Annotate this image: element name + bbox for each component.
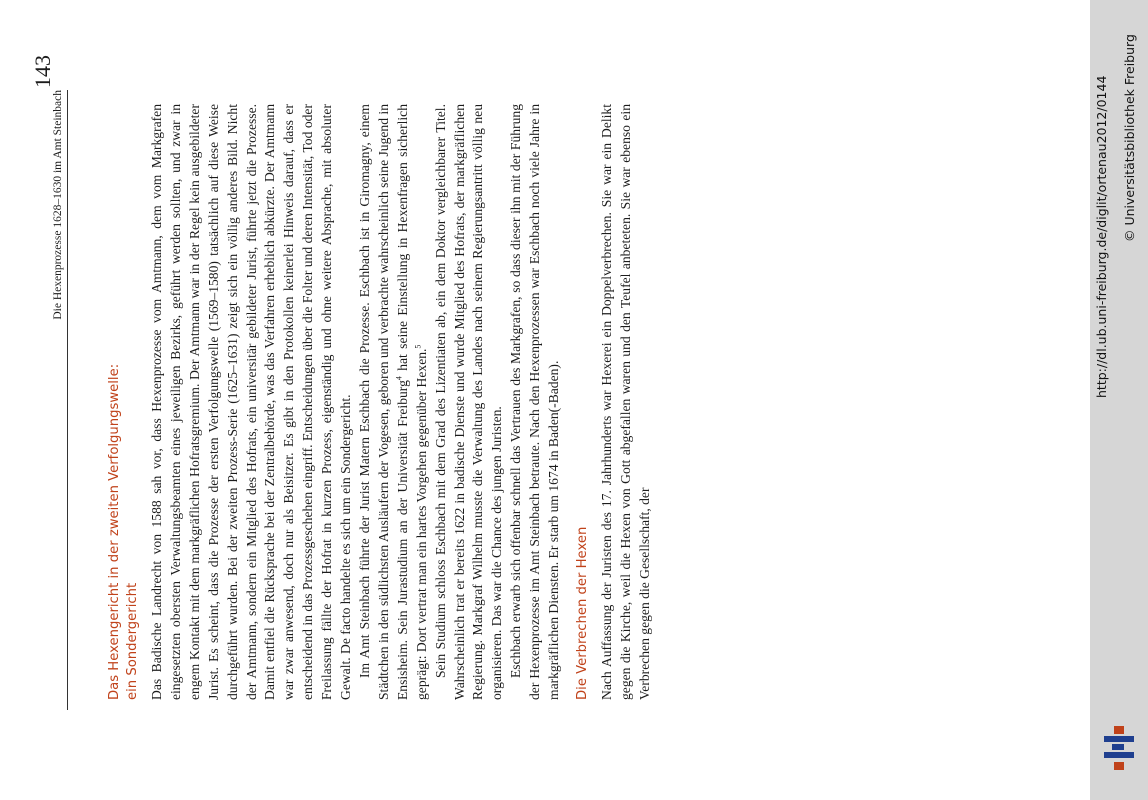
section-heading-1 bbox=[106, 104, 142, 700]
footnote-ref-4[interactable]: 4 bbox=[394, 376, 404, 381]
ub-freiburg-logo-icon[interactable] bbox=[1098, 724, 1138, 772]
paragraph-1: Das Badische Landrecht von 1588 sah vor, dass Hexenprozesse vom Amtmann, dem vom Markgrafen eingesetzten obersten Verwaltungsbeamten eines jeweiligen Bezirks, geführt werden sollten, und zwar in engem Kontakt mit dem markgräflichen Hofratsgremium. Der Amtmann war in der Regel kein ausgebildeter Jurist. Es scheint, dass die Prozesse der ersten Verfolgungswelle (1569–1580) tatsächlich auf diese Weise durchgeführt wurden. Bei der zweiten Prozess-Serie (1625–1631) zeigt sich ein völlig anderes Bild. Nicht der Amtmann, sondern ein Mitglied des Hofrats, ein universitär gebildeter Jurist, führte jetzt die Prozesse. Damit entfiel die Rücksprache bei der Zentralbehörde, was das Verfahren erheblich abkürzte. Der Amtmann war zwar anwesend, doch nur als Beisitzer. Es gibt in den Protokollen keinerlei Hinweis darauf, dass er entscheidend in das Prozessgeschehen eingriff. Entscheidungen über die Folter und deren Intensität, Tod oder Freilassung fällte der Hofrat in kurzen Prozess, eigenständig und ohne weitere Absprache, mit absoluter Gewalt. De facto handelte es sich um ein Sondergericht. bbox=[149, 104, 354, 700]
paragraph-4: Eschbach erwarb sich offenbar schnell das Vertrauen des Markgrafen, so dass dieser ihn mit der Führung der Hexenprozesse im Amt Steinbach betraute. Nach den Hexenprozessen war Eschbach noch viele Jahre in markgräflichen Diensten. Er starb um 1674 in Baden(-Baden). bbox=[508, 104, 562, 700]
paragraph-3: Sein Studium schloss Eschbach mit dem Grad des Lizentiaten ab, ein dem Doktor vergleichbarer Titel. Wahrscheinlich trat er bereits 1622 in badische Dienste und wurde Mitglied des Hofrats, der markgräflichen Regierung. Markgraf Wilhelm musste die Verwaltung des Landes nach seinem Regierungsantritt völlig neu organisieren. Das war die Chance des jungen Juristen. bbox=[432, 104, 505, 700]
body-text bbox=[106, 104, 655, 700]
page-number: 143 bbox=[30, 55, 55, 88]
running-head: Die Hexenprozesse 1628–1630 im Amt Steinbach bbox=[52, 90, 68, 710]
paragraph-5: Nach Auffassung der Juristen des 17. Jahrhunderts war Hexerei ein Doppelverbrechen. Sie war ein Delikt gegen die Kirche, weil die Hexen von Gott abgefallen waren und den Teufel anbeteten. Sie war ebenso ein Verbrechen gegen die Gesellschaft, der bbox=[598, 104, 652, 700]
section-heading-1-line1: Das Hexengericht in der zweiten Verfolgungswelle: bbox=[107, 363, 122, 700]
section-heading-2: Die Verbrechen der Hexen bbox=[574, 526, 590, 700]
paragraph-2 bbox=[356, 104, 432, 700]
source-url-link[interactable]: http://dl.ub.uni-freiburg.de/diglit/ortenau2012/0144 bbox=[1094, 75, 1109, 398]
copyright-notice: © Universitätsbibliothek Freiburg bbox=[1122, 34, 1137, 242]
section-heading-1-line2: ein Sondergericht bbox=[125, 582, 140, 700]
paragraph-2-part-a: Im Amt Steinbach führte der Jurist Matern Eschbach die Prozesse. Eschbach ist in Giromagny, einem Städtchen in den südlichsten Ausläufern der Vogesen, geboren und verbrachte wahrscheinlich seine Jugend in Ensisheim. Sein Jurastudium an der Universität Freiburg bbox=[356, 104, 410, 700]
viewer-sidebar bbox=[1090, 0, 1148, 800]
footnote-ref-5[interactable]: 5 bbox=[413, 344, 423, 349]
paragraph-2-part-b: hat seine Einstellung in Hexenfragen sicherlich geprägt: Dort vertrat man ein hartes Vorgehen gegenüber Hexen. bbox=[394, 104, 429, 700]
